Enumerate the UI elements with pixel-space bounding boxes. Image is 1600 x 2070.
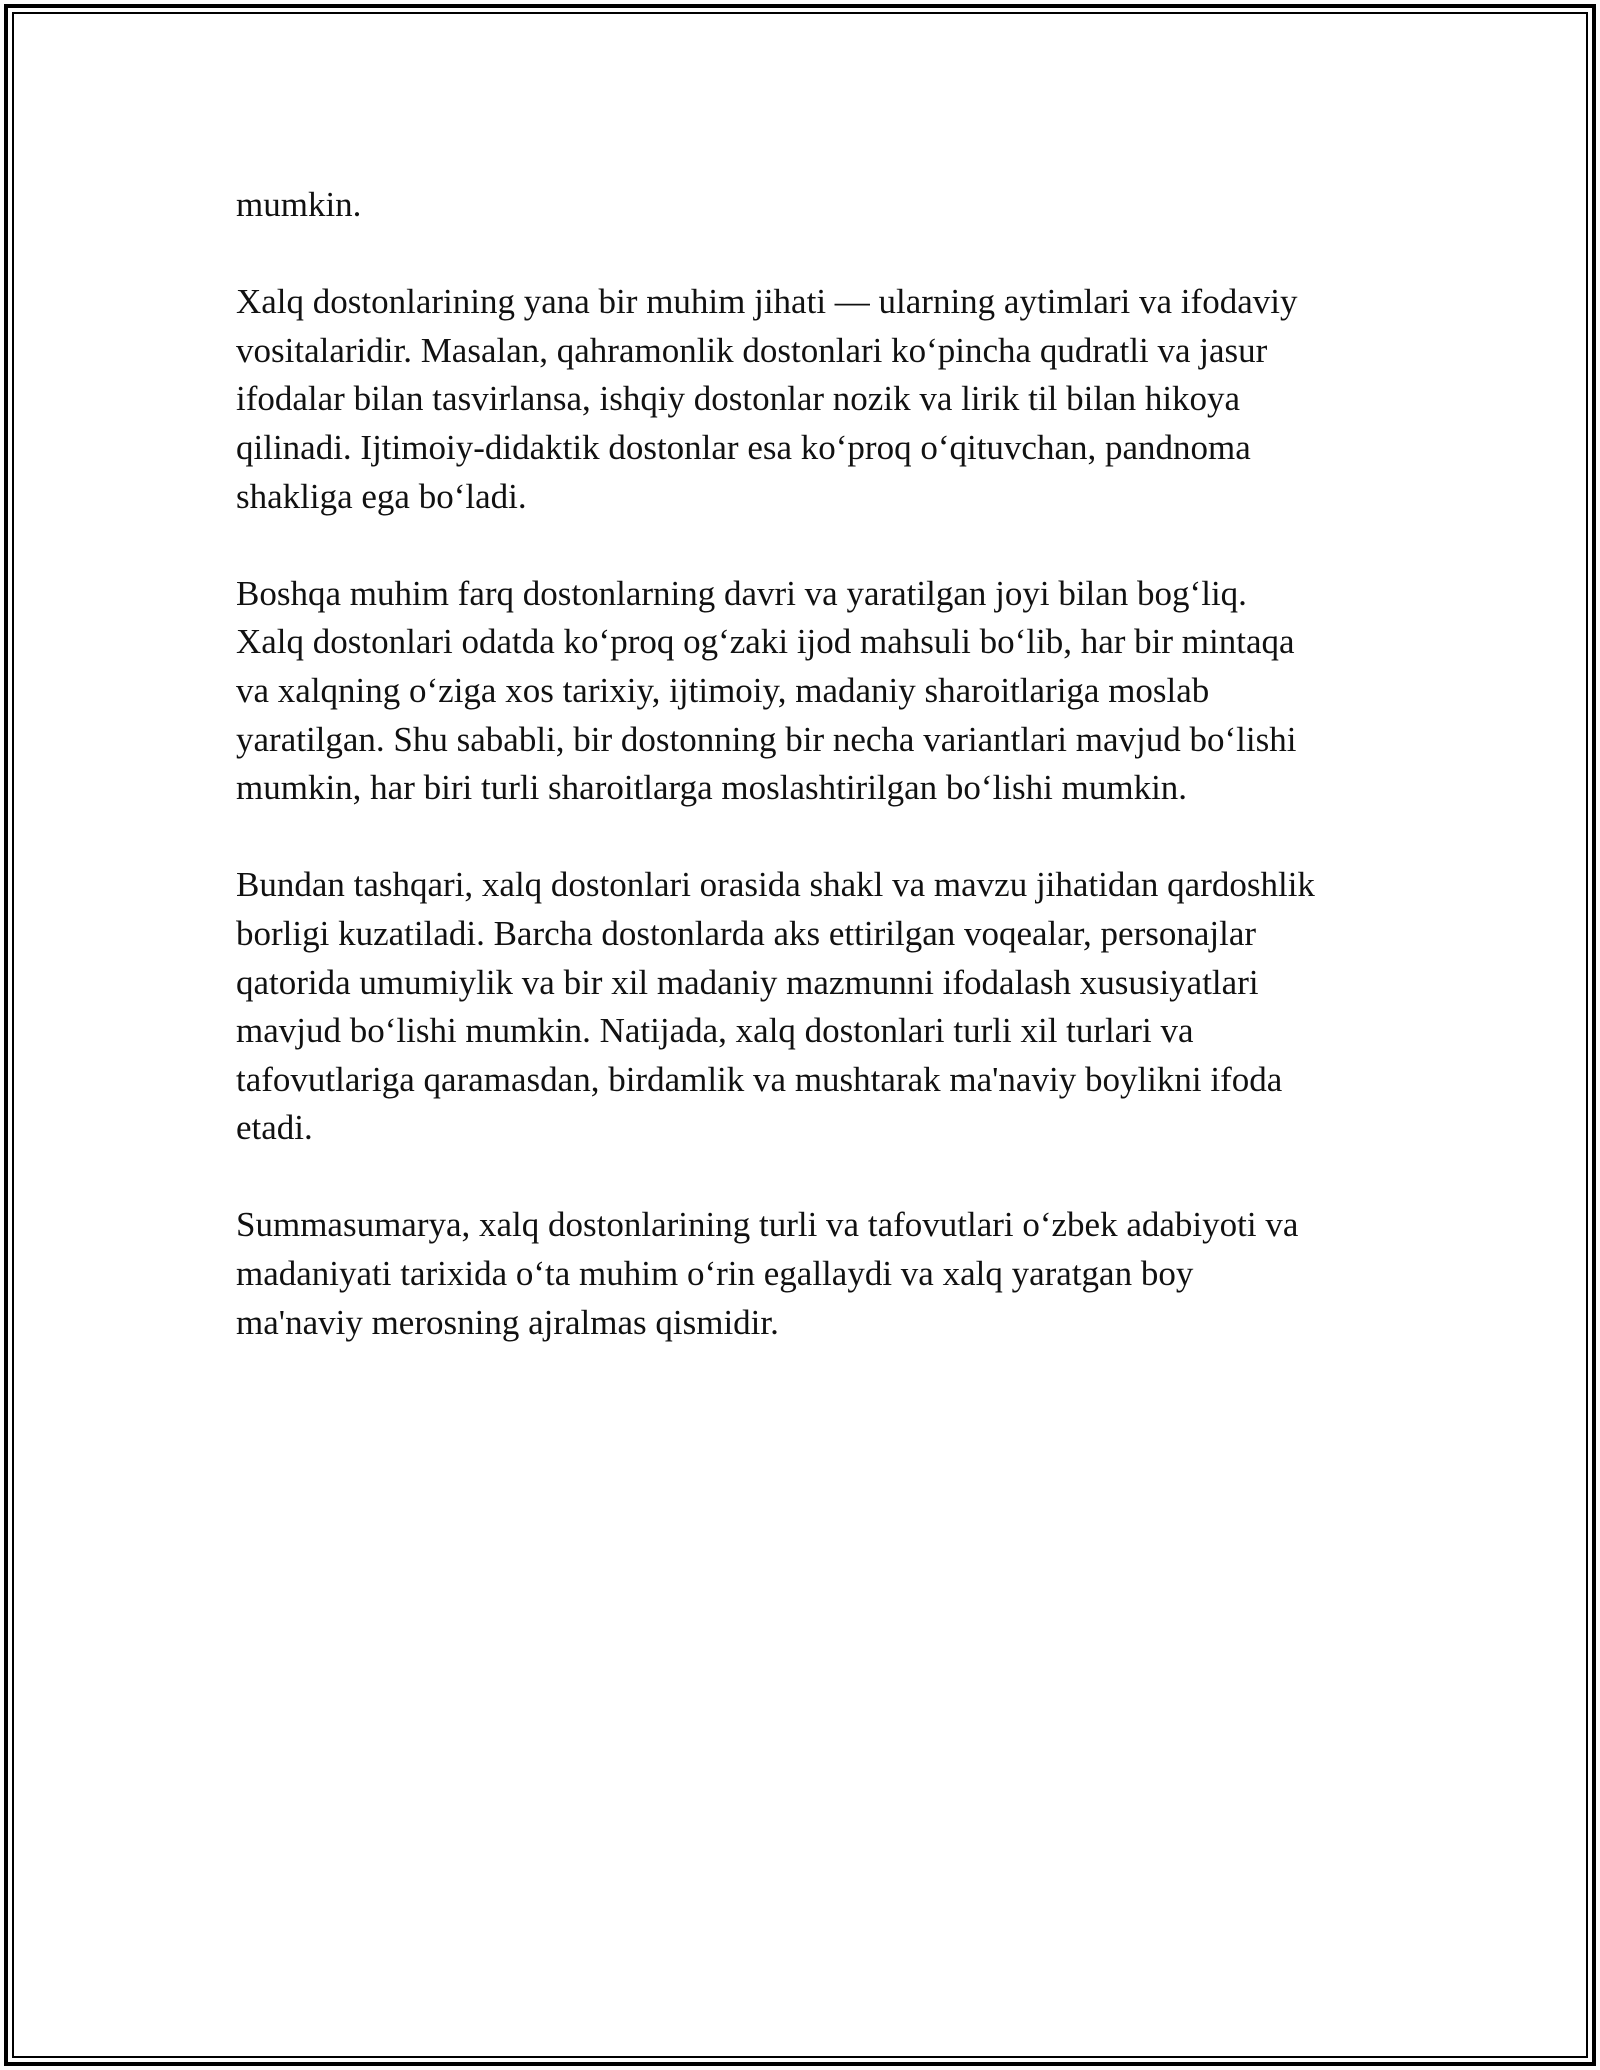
- paragraph-kinship: Bundan tashqari, xalq dostonlari orasida shakl va mavzu jihatidan qardoshlik borligi kuzatiladi. Barcha dostonlarda aks ettirilgan voqealar, personajlar qatorida umumiylik va bir xil madaniy mazmunni ifodalash xususiyatlari mavjud bo‘lishi mumkin. Natijada, xalq dostonlari turli xil turlari va tafovutlariga qaramasdan, birdamlik va mushtarak ma'naviy boylikni ifoda etadi.: [236, 865, 1315, 1148]
- paragraph-continuation: mumkin.: [236, 185, 362, 224]
- paragraph-period-and-place: Boshqa muhim farq dostonlarning davri va yaratilgan joyi bilan bog‘liq. Xalq dostonlari odatda ko‘proq og‘zaki ijod mahsuli bo‘lib, har bir mintaqa va xalqning o‘ziga xos tarixiy, ijtimoiy, madaniy sharoitlariga moslab yaratilgan. Shu sababli, bir dostonning bir necha variantlari mavjud bo‘lishi mumkin, har biri turli sharoitlarga moslashtirilgan bo‘lishi mumkin.: [236, 573, 1297, 808]
- document-body: [236, 181, 1376, 1396]
- paragraph-summary: Summasumarya, xalq dostonlarining turli va tafovutlari o‘zbek adabiyoti va madaniyati tarixida o‘ta muhim o‘rin egallaydi va xalq yaratgan boy ma'naviy merosning ajralmas qismidir.: [236, 1205, 1299, 1342]
- paragraph-expressive-means: Xalq dostonlarining yana bir muhim jihati — ularning aytimlari va ifodaviy vositalaridir. Masalan, qahramonlik dostonlari ko‘pincha qudratli va jasur ifodalar bilan tasvirlansa, ishqiy dostonlar nozik va lirik til bilan hikoya qilinadi. Ijtimoiy-didaktik dostonlar esa ko‘proq o‘qituvchan, pandnoma shakliga ega bo‘ladi.: [236, 282, 1298, 516]
